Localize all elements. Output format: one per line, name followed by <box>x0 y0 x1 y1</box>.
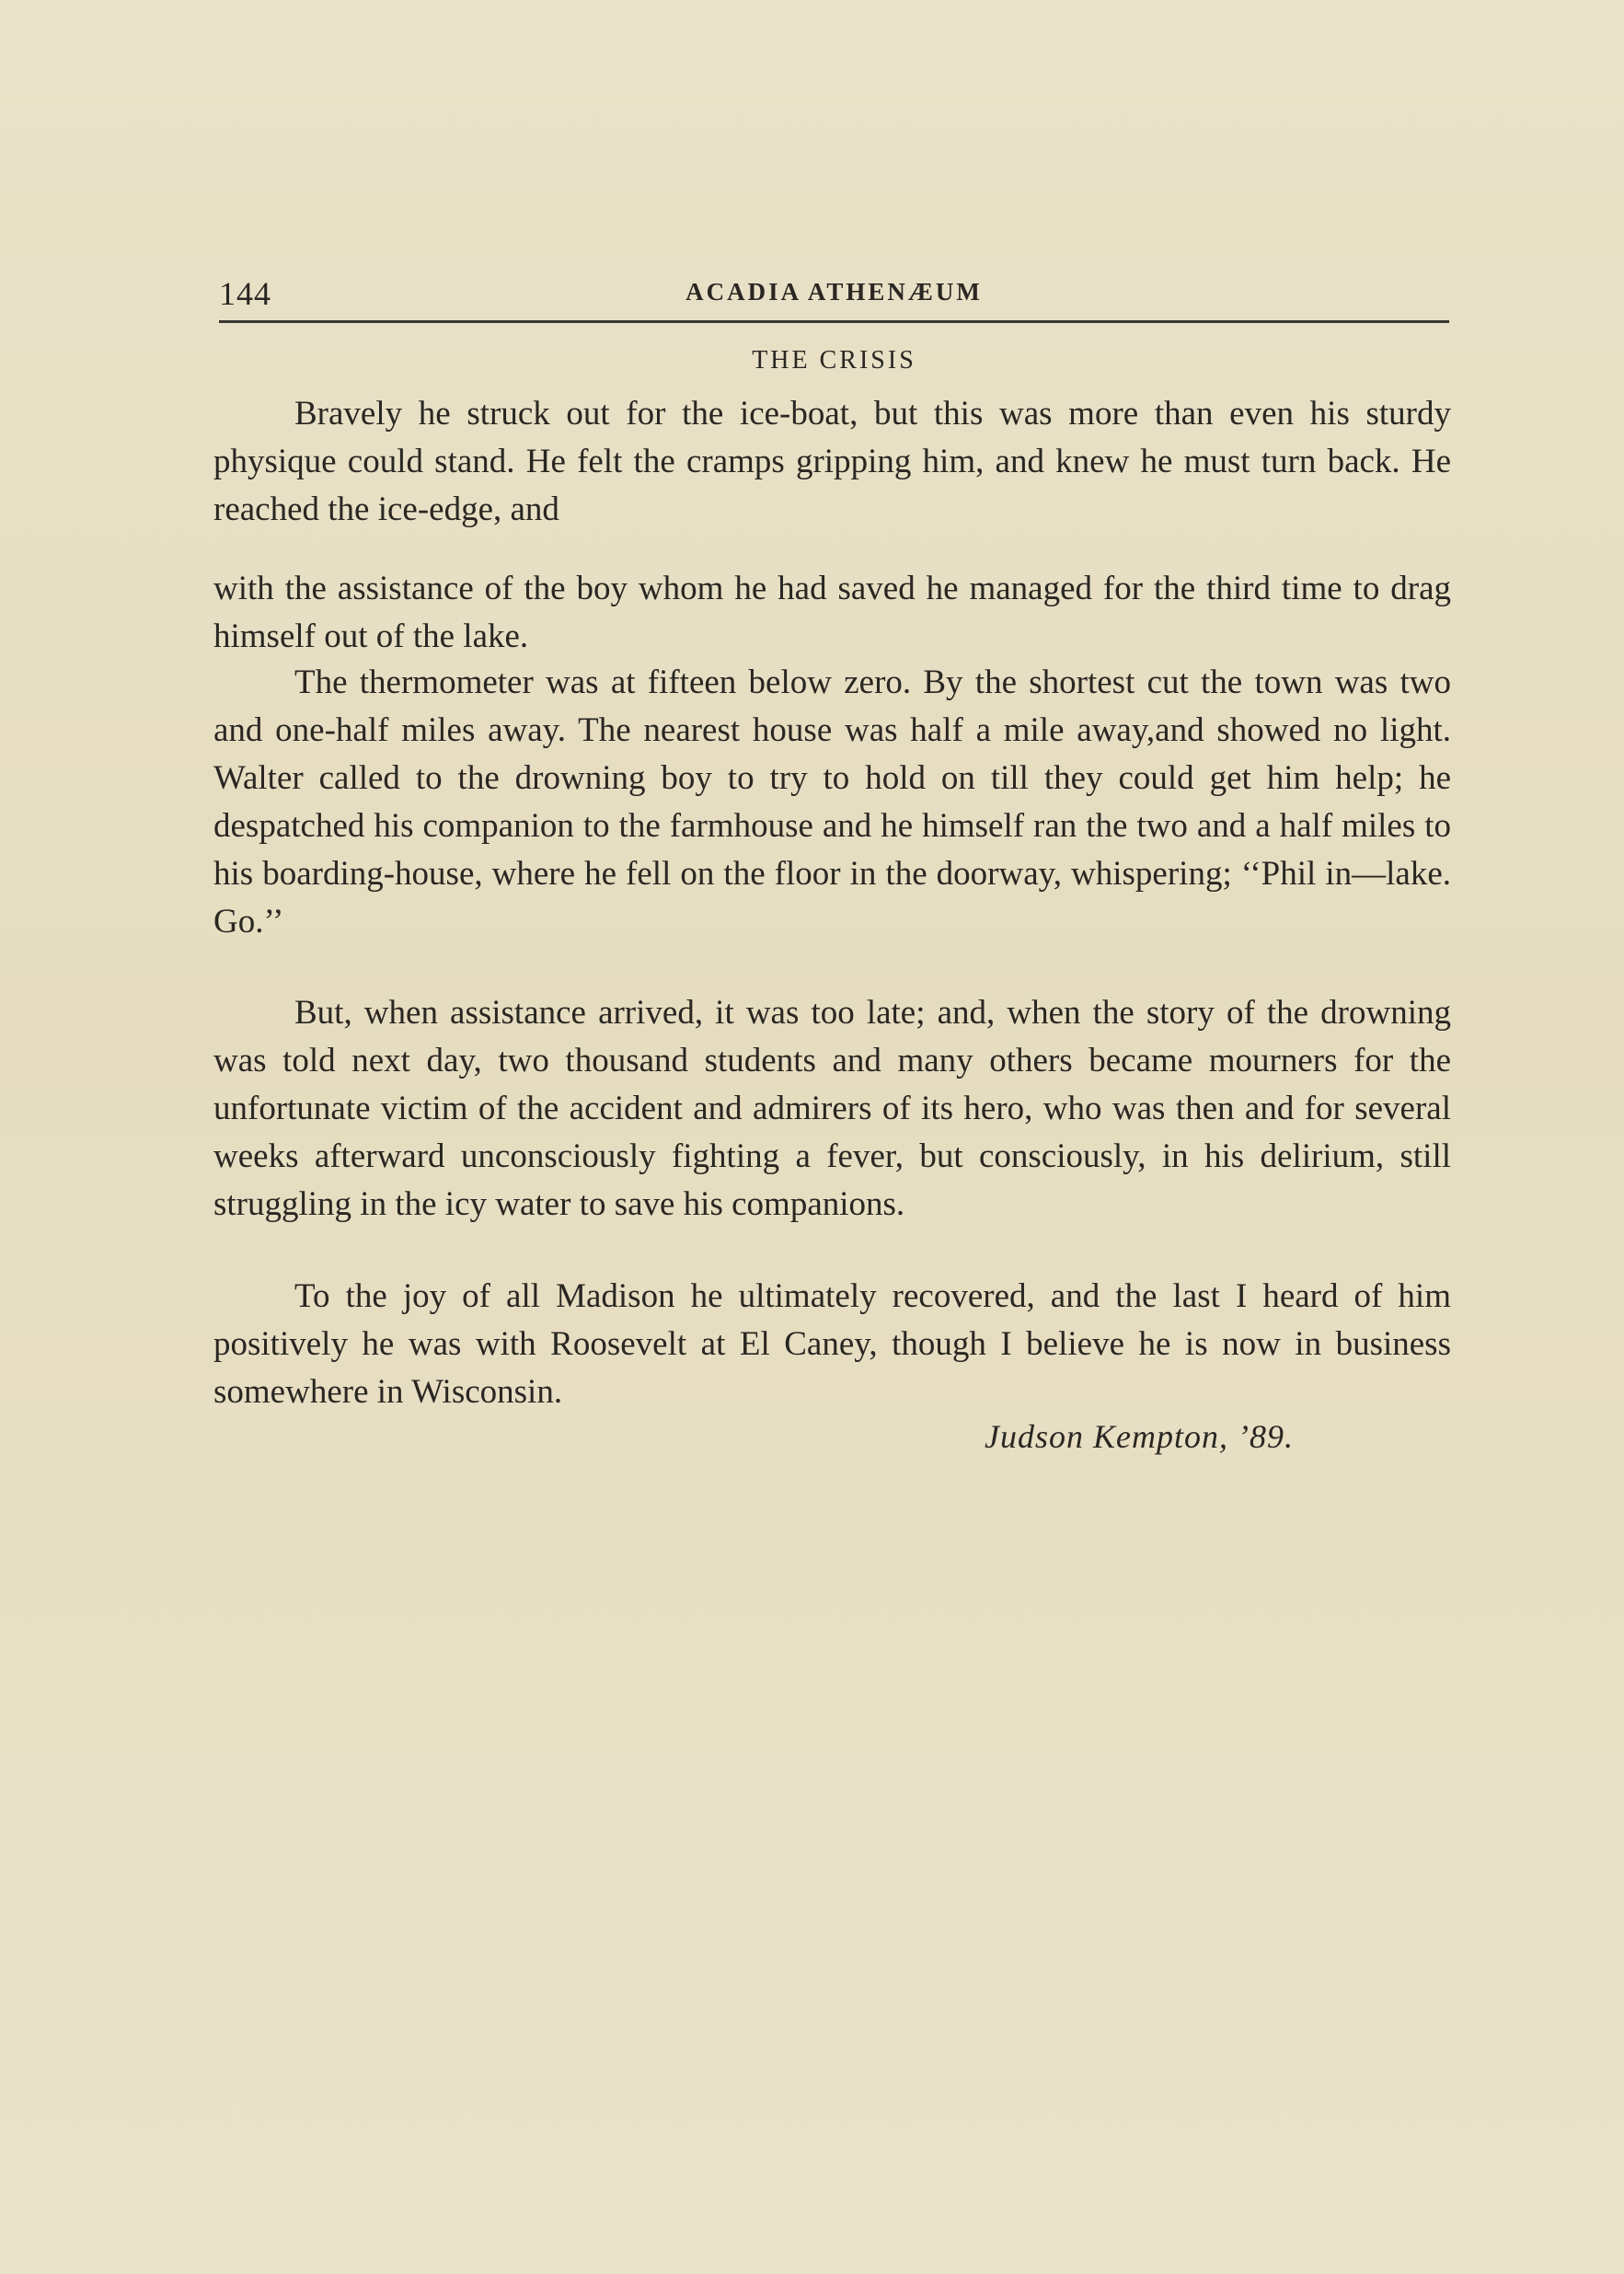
paragraph-1-continued: with the assistance of the boy whom he had saved he managed for the third time to drag himself out of the lake. <box>213 570 1451 655</box>
journal-title: ACADIA ATHENÆUM <box>685 278 983 306</box>
paragraph-1: Bravely he struck out for the ice-boat, but this was more than even his sturdy physique could stand. He felt the cramps gripping him, and knew he must turn back. He reached the ice-edge, and <box>213 395 1451 528</box>
paragraph-3: But, when assistance arrived, it was too late; and, when the story of the drowning was told next day, two thousand students and many others became mourners for the unfortunate victim of the accident and admirers of its hero, who was then and for several weeks afterward unconsciously fighting a fever, but consciously, in his delirium, still struggling in the icy water to save his companions. <box>213 994 1451 1223</box>
running-head <box>219 267 1449 322</box>
page-number: 144 <box>219 275 271 312</box>
header-rule <box>219 320 1449 323</box>
paragraph-4: To the joy of all Madison he ultimately recovered, and the last I heard of him positively he was with Roosevelt at El Caney, though I believe he is now in business somewhere in Wisconsin. <box>213 1277 1451 1411</box>
paragraph-2: The thermometer was at fifteen below zero. By the shortest cut the town was two and one-half miles away. The nearest house was half a mile away,and showed no light. Walter called to the drowning boy to try to hold on till they could get him help; he despatched his companion to the farmhouse and he himself ran the two and a half miles to his boarding-house, where he fell on the floor in the doorway, whispering; ‘‘Phil in—lake. Go.’’ <box>213 664 1451 941</box>
author-signature: Judson Kempton, ’89. <box>985 1418 1294 1455</box>
article-title: THE CRISIS <box>752 346 916 375</box>
